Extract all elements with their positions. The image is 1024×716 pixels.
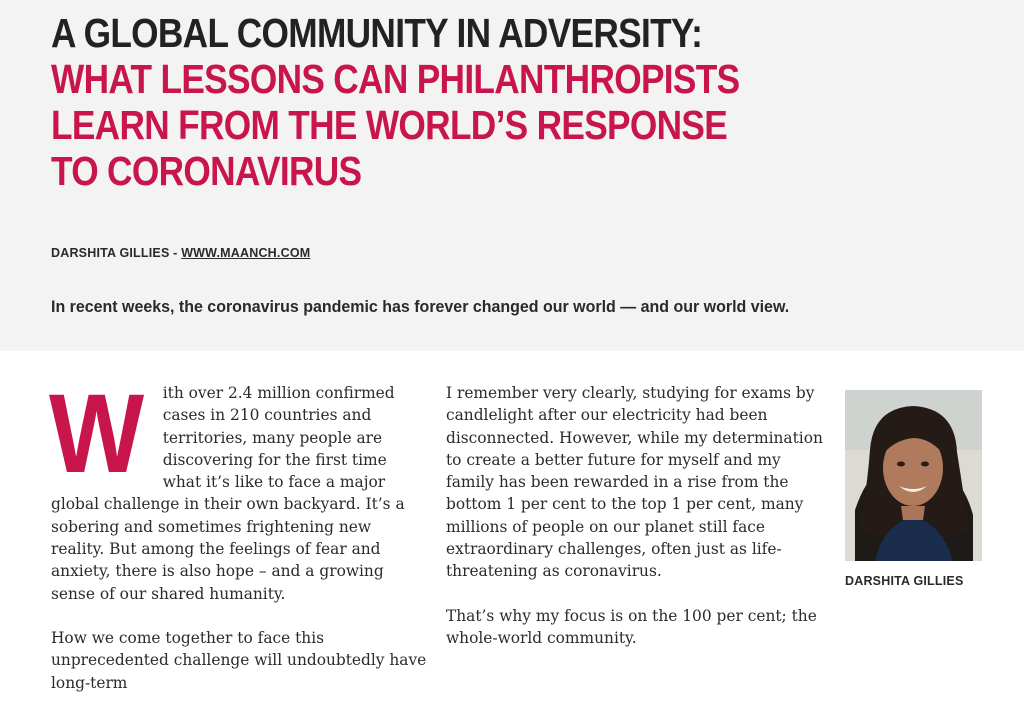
drop-cap: W <box>49 371 145 496</box>
byline-author: DARSHITA GILLIES - <box>51 246 182 260</box>
headline-line-2: WHAT LESSONS CAN PHILANTHROPISTS <box>51 56 740 102</box>
headline-line-1: A GLOBAL COMMUNITY IN ADVERSITY: <box>51 10 703 56</box>
byline-link[interactable]: WWW.MAANCH.COM <box>181 246 311 260</box>
paragraph: I remember very clearly, studying for exams by candlelight after our electricity had been disconnected. However, while my determination to create a better future for myself and my family has been rewarded in a rise from the bottom 1 per cent to the top 1 per cent, many millions of people on our planet still face extraordinary challenges, often just as life-threatening as coronavirus. <box>446 384 823 581</box>
standfirst: In recent weeks, the coronavirus pandemic has forever changed our world — and our world view. <box>51 297 790 316</box>
author-portrait-image <box>845 390 982 561</box>
author-photo <box>845 390 982 561</box>
paragraph <box>49 371 429 605</box>
body-column-1 <box>49 371 429 716</box>
headline <box>51 10 991 194</box>
photo-caption: DARSHITA GILLIES <box>845 574 964 588</box>
paragraph: That’s why my focus is on the 100 per cent; the whole-world community. <box>446 606 817 647</box>
headline-line-4: TO CORONAVIRUS <box>51 148 362 194</box>
headline-line-3: LEARN FROM THE WORLD’S RESPONSE <box>51 102 728 148</box>
byline <box>51 246 310 260</box>
paragraph-text: ith over 2.4 million confirmed cases in 210 countries and territories, many people are discovering for the first time what it’s like to face a major global challenge in their own backyard. It’s a sobering and sometimes frightening new reality. But among the feelings of fear and anxiety, there is also hope – and a growing sense of our shared humanity. <box>51 384 405 603</box>
body-column-2 <box>446 382 826 671</box>
paragraph: How we come together to face this unprecedented challenge will undoubtedly have long-term <box>51 628 427 692</box>
article-header <box>0 0 1024 351</box>
